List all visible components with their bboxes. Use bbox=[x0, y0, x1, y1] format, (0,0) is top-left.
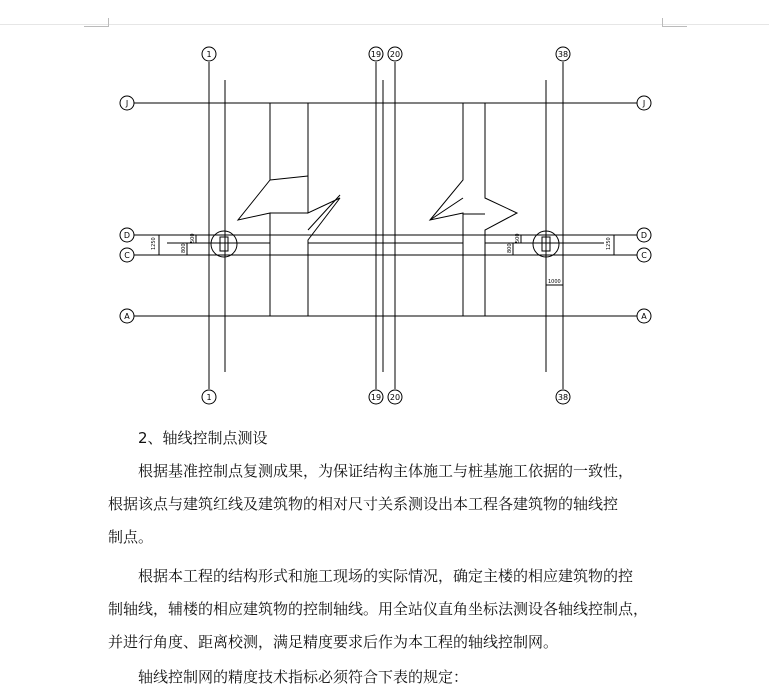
axis-label-38-bottom: 38 bbox=[557, 393, 569, 402]
right-building bbox=[485, 103, 517, 316]
axis-label-D-left: D bbox=[123, 231, 131, 240]
section-body bbox=[108, 422, 668, 694]
paragraph-1 bbox=[108, 455, 668, 554]
axis-label-20-bottom: 20 bbox=[389, 393, 401, 402]
paragraph-2 bbox=[108, 560, 668, 659]
axis-label-C-right: C bbox=[641, 251, 647, 260]
dim-500-right: 500 bbox=[515, 233, 521, 243]
dim-800-right: 800 bbox=[507, 243, 513, 253]
axis-label-38-top: 38 bbox=[557, 50, 569, 59]
left-building bbox=[238, 103, 270, 316]
axis-label-19-top: 19 bbox=[370, 50, 382, 59]
dim-800-left: 800 bbox=[181, 243, 187, 253]
paragraph-1-line-2: 根据该点与建筑红线及建筑物的相对尺寸关系测设出本工程各建筑物的轴线控 bbox=[108, 495, 619, 513]
paragraph-2-line-2: 制轴线，辅楼的相应建筑物的控制轴线。用全站仪直角坐标法测设各轴线控制点， bbox=[108, 600, 649, 618]
middle-building bbox=[308, 103, 340, 316]
paragraph-3-line-1: 轴线控制网的精度技术指标必须符合下表的规定： bbox=[138, 668, 469, 686]
axis-label-20-top: 20 bbox=[389, 50, 401, 59]
control-pile-left bbox=[220, 237, 228, 251]
axis-label-1-top: 1 bbox=[206, 50, 212, 59]
axis-label-A-left: A bbox=[124, 312, 130, 321]
dim-1000: 1000 bbox=[548, 279, 561, 285]
paragraph-3 bbox=[108, 661, 668, 694]
paragraph-1-line-1: 根据基准控制点复测成果，为保证结构主体施工与桩基施工依据的一致性， bbox=[138, 462, 634, 480]
axis-label-19-bottom: 19 bbox=[370, 393, 382, 402]
axis-label-J-right: J bbox=[642, 99, 646, 108]
axis-label-1-bottom: 1 bbox=[206, 393, 212, 402]
axis-label-J-left: J bbox=[125, 99, 129, 108]
dim-1250-right: 1250 bbox=[606, 237, 612, 250]
axis-label-A-right: A bbox=[641, 312, 647, 321]
paragraph-1-line-3: 制点。 bbox=[108, 528, 154, 546]
paragraph-2-line-3: 并进行角度、距离校测，满足精度要求后作为本工程的轴线控制网。 bbox=[108, 633, 559, 651]
paragraph-2-line-1: 根据本工程的结构形式和施工现场的实际情况，确定主楼的相应建筑物的控 bbox=[138, 567, 634, 585]
axis-label-D-right: D bbox=[640, 231, 648, 240]
axis-label-C-left: C bbox=[124, 251, 130, 260]
dim-500-left: 500 bbox=[190, 233, 196, 243]
dim-1250-left: 1250 bbox=[151, 237, 157, 250]
section-heading: 2、轴线控制点测设 bbox=[138, 429, 268, 447]
